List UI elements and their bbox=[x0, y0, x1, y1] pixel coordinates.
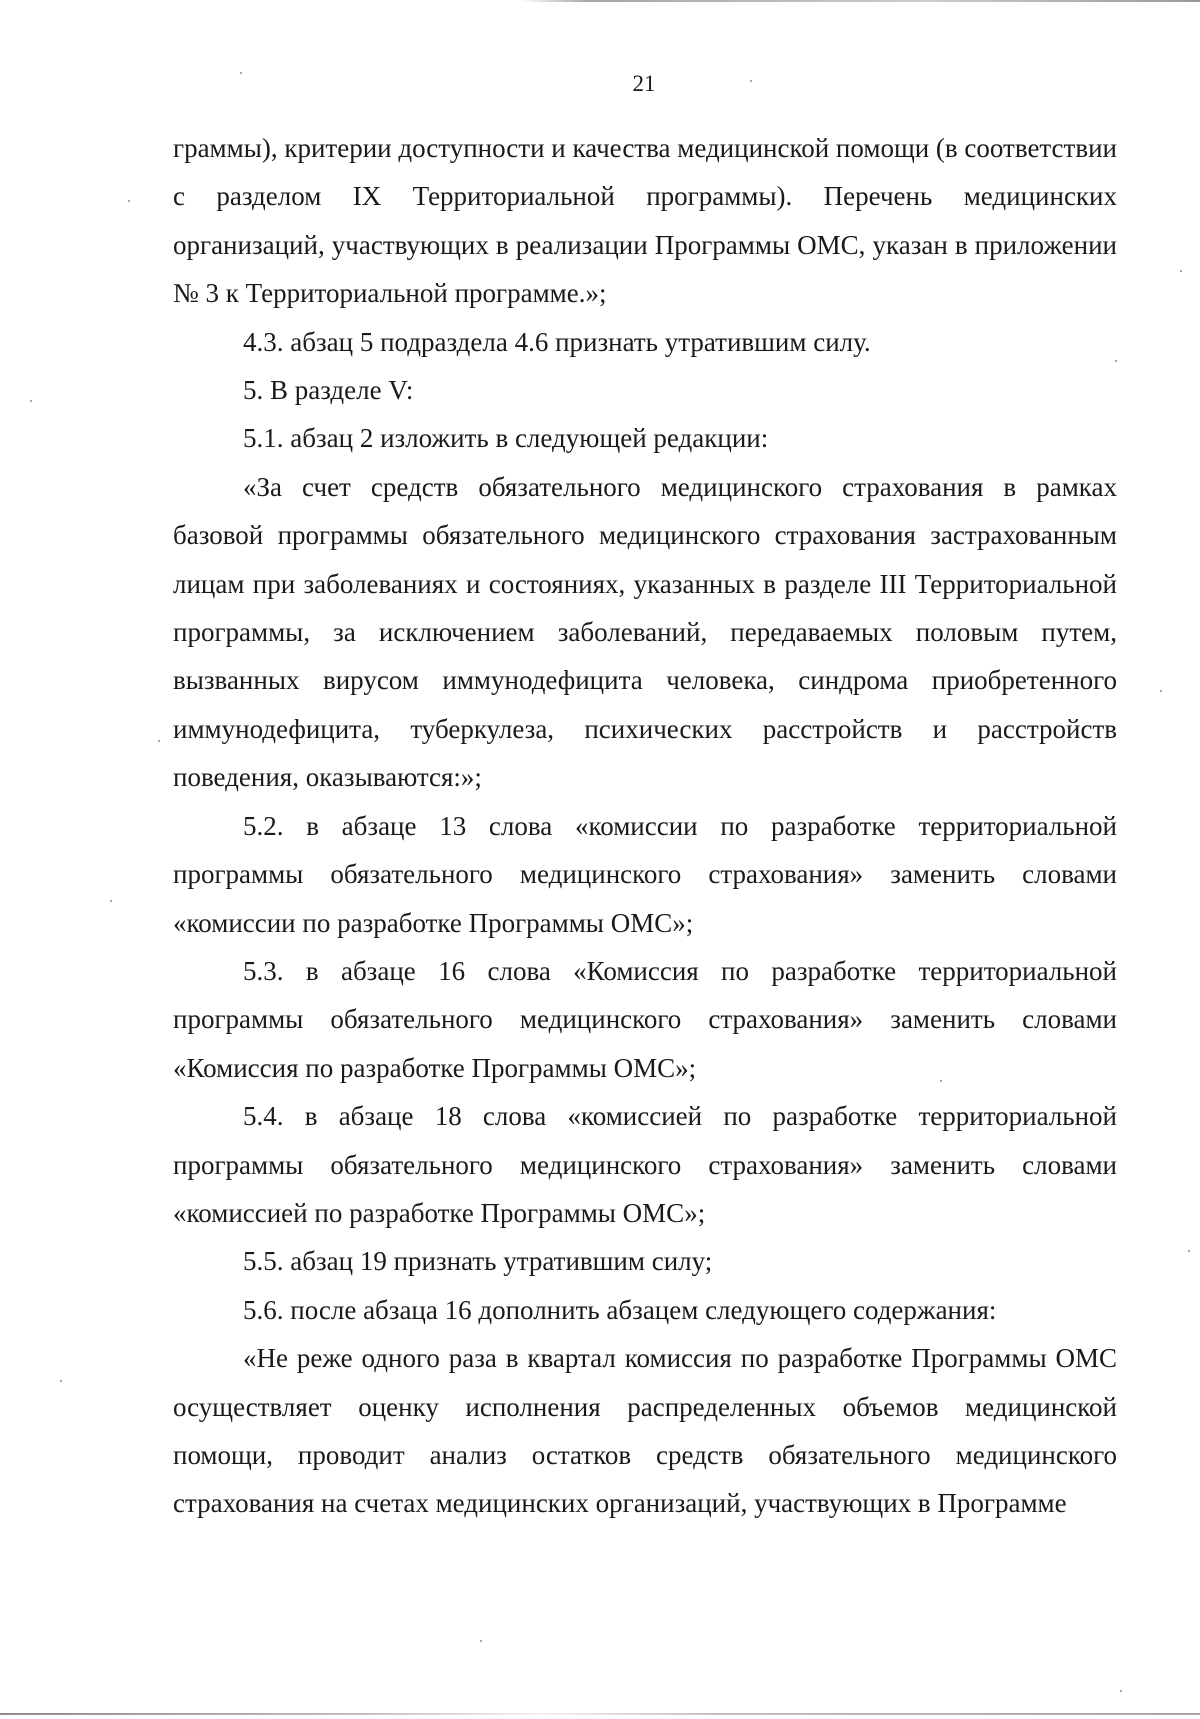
paragraph-2: 4.3. абзац 5 подраздела 4.6 признать утратившим силу. bbox=[243, 326, 871, 357]
scan-speck bbox=[60, 1380, 62, 1382]
paragraph-10: 5.6. после абзаца 16 дополнить абзацем следующего содержания: bbox=[243, 1294, 997, 1325]
scan-speck bbox=[480, 1640, 482, 1642]
paragraph-8: 5.4. в абзаце 18 слова «комиссией по разработке территориальной программы обязательного медицинского страхования» заменить словами «комиссией по разработке Программы ОМС»; bbox=[173, 1101, 1117, 1228]
scan-speck bbox=[1115, 360, 1117, 362]
document-body bbox=[173, 124, 1117, 1528]
scan-speck bbox=[1180, 270, 1182, 272]
paragraph-1: граммы), критерии доступности и качества медицинской помощи (в соответствии с разделом IX Территориальной программы). Перечень медицинских организаций, участвующих в реализации Программы ОМС, указан в приложении № 3 к Территориальной программе.»; bbox=[173, 133, 1117, 309]
paragraph-6: 5.2. в абзаце 13 слова «комиссии по разработке территориальной программы обязательного медицинского страхования» заменить словами «комиссии по разработке Программы ОМС»; bbox=[173, 810, 1117, 938]
paragraph-5: «За счет средств обязательного медицинского страхования в рамках базовой программы обязательного медицинского страхования застрахованным лицам при заболеваниях и состояниях, указанных в разделе III Территориальной программы, за исключением заболеваний, передаваемых половым путем, вызванных вирусом иммунодефицита человека, синдрома приобретенного иммунодефицита, туберкулеза, психических расстройств и расстройств поведения, оказываются:»; bbox=[173, 471, 1117, 793]
scan-edge-bottom bbox=[0, 1713, 1200, 1715]
scan-speck bbox=[110, 900, 112, 902]
scan-speck bbox=[240, 72, 242, 74]
paragraph-11: «Не реже одного раза в квартал комиссия по разработке Программы ОМС осуществляет оценку исполнения распределенных объемов медицинской помощи, проводит анализ остатков средств обязательного медицинского страхования на счетах медицинских организаций, участвующих в Программе bbox=[173, 1343, 1117, 1519]
scan-speck bbox=[1120, 1690, 1122, 1692]
scan-edge-top bbox=[520, 0, 1200, 2]
scan-speck bbox=[750, 80, 752, 82]
scan-speck bbox=[940, 1080, 942, 1082]
scan-speck bbox=[158, 740, 160, 742]
scan-speck bbox=[1160, 690, 1162, 692]
scan-speck bbox=[1188, 1250, 1190, 1252]
scan-speck bbox=[128, 200, 130, 202]
paragraph-7: 5.3. в абзаце 16 слова «Комиссия по разработке территориальной программы обязательного медицинского страхования» заменить словами «Комиссия по разработке Программы ОМС»; bbox=[173, 955, 1117, 1083]
page-number: 21 bbox=[632, 71, 656, 96]
paragraph-4: 5.1. абзац 2 изложить в следующей редакции: bbox=[243, 423, 769, 454]
paragraph-9: 5.5. абзац 19 признать утратившим силу; bbox=[243, 1246, 713, 1277]
paragraph-3: 5. В разделе V: bbox=[243, 375, 414, 406]
scan-speck bbox=[30, 400, 32, 402]
